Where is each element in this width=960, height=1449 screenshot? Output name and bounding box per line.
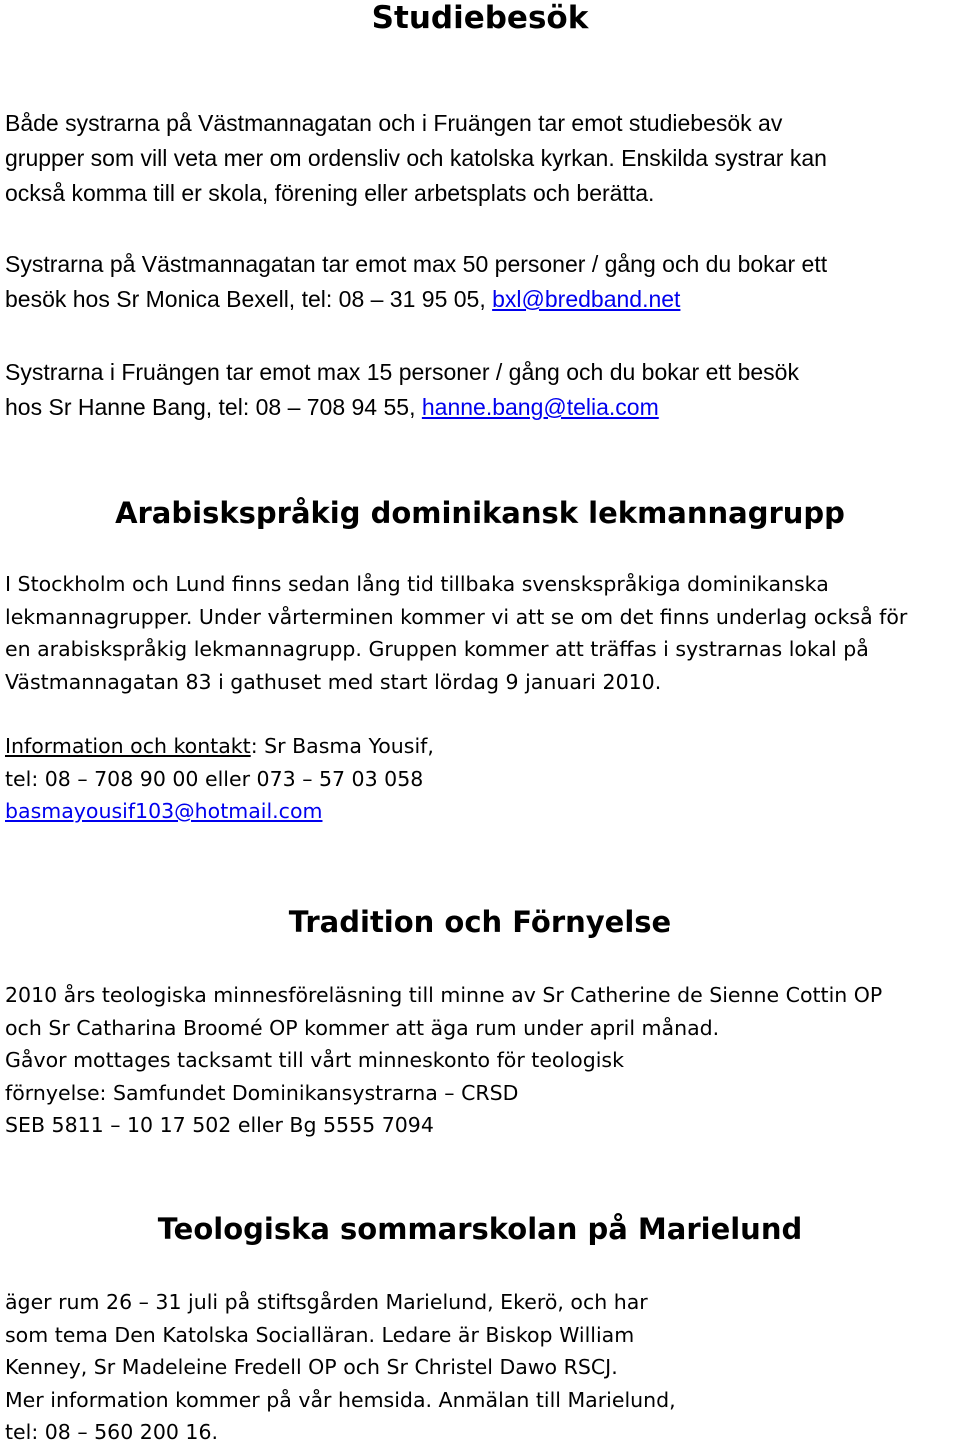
vastmannagatan-line	[5, 282, 957, 317]
tradition-heading-wrap	[0, 904, 960, 940]
sommarskola-line: Kenney, Sr Madeleine Fredell OP och Sr Christel Dawo RSCJ.	[5, 1355, 618, 1379]
vastmannagatan-email-link[interactable]: bxl@bredband.net	[492, 286, 681, 312]
tradition-line: SEB 5811 – 10 17 502 eller Bg 5555 7094	[5, 1113, 434, 1137]
fruangen-paragraph	[5, 355, 957, 425]
intro-line: också komma till er skola, förening eller arbetsplats och berätta.	[5, 180, 655, 206]
contact-label: Information och kontakt	[5, 734, 251, 758]
sommarskola-title: Teologiska sommarskolan på Marielund	[157, 1212, 803, 1246]
sommarskola-body	[5, 1286, 957, 1449]
arabisk-heading-wrap	[0, 495, 960, 531]
arabisk-line: I Stockholm och Lund finns sedan lång tid tillbaka svenskspråkiga dominikanska	[5, 572, 829, 596]
arabisk-line: en arabiskspråkig lekmannagrupp. Gruppen kommer att träffas i systrarnas lokal på	[5, 637, 869, 661]
sommarskola-line: Mer information kommer på vår hemsida. Anmälan till Marielund,	[5, 1387, 676, 1412]
arabisk-phone: tel: 08 – 708 90 00 eller 073 – 57 03 058	[5, 766, 424, 791]
fruangen-line	[5, 390, 957, 425]
arabisk-line: lekmannagrupper. Under vårterminen kommer vi att se om det finns underlag också för	[5, 604, 908, 629]
arabisk-body	[5, 568, 957, 698]
arabisk-email-line	[5, 795, 957, 828]
tradition-line: Gåvor mottages tacksamt till vårt minneskonto för teologisk	[5, 1048, 624, 1072]
arabisk-contact-line	[5, 730, 957, 763]
vastmannagatan-line: Systrarna på Västmannagatan tar emot max 50 personer / gång och du bokar ett	[5, 251, 828, 277]
fruangen-contact: hos Sr Hanne Bang, tel: 08 – 708 94 55,	[5, 394, 422, 420]
studiebesok-title: Studiebesök	[371, 0, 589, 36]
intro-line: grupper som vill veta mer om ordensliv och katolska kyrkan. Enskilda systrar kan	[5, 145, 827, 171]
arabisk-line: Västmannagatan 83 i gathuset med start lördag 9 januari 2010.	[5, 669, 662, 694]
arabisk-title: Arabiskspråkig dominikansk lekmannagrupp	[115, 496, 845, 530]
sommarskola-heading-wrap	[0, 1211, 960, 1247]
tradition-line: förnyelse: Samfundet Dominikansystrarna – CRSD	[5, 1080, 519, 1105]
sommarskola-line: äger rum 26 – 31 juli på stiftsgården Marielund, Ekerö, och har	[5, 1290, 648, 1314]
fruangen-line: Systrarna i Fruängen tar emot max 15 personer / gång och du bokar ett besök	[5, 359, 799, 385]
studiebesok-intro	[5, 106, 957, 211]
intro-line: Både systrarna på Västmannagatan och i Fruängen tar emot studiebesök av	[5, 110, 783, 136]
tradition-line: och Sr Catharina Broomé OP kommer att äga rum under april månad.	[5, 1015, 720, 1040]
contact-name: : Sr Basma Yousif,	[250, 734, 434, 758]
tradition-title: Tradition och Förnyelse	[288, 905, 672, 939]
tradition-line: 2010 års teologiska minnesföreläsning till minne av Sr Catherine de Sienne Cottin OP	[5, 983, 883, 1007]
sommarskola-line: tel: 08 – 560 200 16.	[5, 1420, 219, 1444]
studiebesok-heading-wrap	[0, 0, 960, 36]
vastmannagatan-paragraph	[5, 247, 957, 317]
arabisk-email-link[interactable]: basmayousif103@hotmail.com	[5, 799, 323, 823]
tradition-body	[5, 979, 957, 1142]
fruangen-email-link[interactable]: hanne.bang@telia.com	[421, 394, 659, 420]
sommarskola-line: som tema Den Katolska Socialläran. Ledare är Biskop William	[5, 1322, 635, 1347]
arabisk-contact	[5, 730, 957, 828]
vastmannagatan-contact: besök hos Sr Monica Bexell, tel: 08 – 31 95 05,	[5, 286, 493, 312]
